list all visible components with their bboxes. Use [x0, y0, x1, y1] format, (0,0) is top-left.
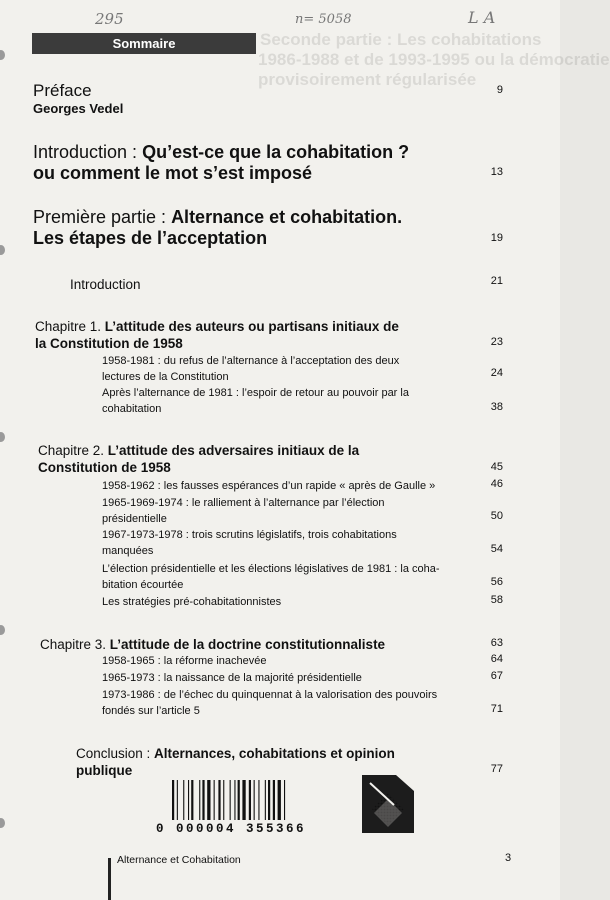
partie-label: Première partie : [33, 207, 172, 227]
section-line: 1967-1973-1978 : trois scrutins législatifs, trois cohabitations [102, 529, 397, 541]
section-line: présidentielle [102, 513, 167, 525]
handwritten-note-left: 295 [95, 10, 124, 28]
toc-chapitre-2[interactable] [38, 442, 478, 476]
toc-conclusion[interactable] [76, 745, 476, 779]
chapter-label: Chapitre 1. [35, 319, 105, 334]
toc-section[interactable] [102, 353, 462, 385]
toc-section[interactable] [102, 495, 462, 527]
conclusion-label: Conclusion : [76, 746, 155, 761]
barcode-bar [234, 780, 235, 820]
barcode-bar [265, 780, 266, 820]
preface-label: Préface [33, 81, 92, 100]
toc-section[interactable] [102, 670, 462, 686]
page-number: 13 [490, 166, 503, 178]
barcode-bar [172, 780, 174, 820]
toc-section[interactable] [102, 653, 462, 669]
sommaire-header: Sommaire [32, 33, 256, 54]
toc-section[interactable] [102, 561, 462, 593]
toc-introduction[interactable] [33, 142, 463, 184]
page-number: 19 [490, 232, 503, 244]
page-number: 38 [490, 401, 503, 413]
barcode-bar [202, 780, 204, 820]
chapter-title: L’attitude de la doctrine constitutionnaliste [109, 637, 386, 652]
preface-author: Georges Vedel [33, 101, 124, 116]
toc-section[interactable] [102, 527, 462, 559]
barcode-bar [191, 780, 193, 820]
barcode-bar [284, 780, 285, 820]
bleedthrough-line-3: provisoirement régularisée [258, 70, 477, 89]
introduction-title-cont: ou comment le mot s’est imposé [33, 163, 313, 183]
barcode-bar [223, 780, 224, 820]
page-number: 46 [490, 478, 503, 490]
barcode-bar [249, 780, 251, 820]
chapter-title: L’attitude des auteurs ou partisans initiaux de [104, 319, 399, 334]
barcode-bar [238, 780, 240, 820]
toc-section[interactable] [102, 478, 462, 494]
barcode-bar [199, 780, 200, 820]
section-line: Après l’alternance de 1981 : l’espoir de retour au pouvoir par la [102, 387, 409, 399]
page-number: 45 [490, 461, 503, 473]
bleedthrough-line-1: Seconde partie : Les cohabitations [260, 30, 542, 49]
footer-rule [108, 858, 111, 900]
barcode-bar [207, 780, 210, 820]
partie-title: Alternance et cohabitation. [171, 207, 403, 227]
page-number: 23 [490, 336, 503, 348]
section-line: manquées [102, 545, 154, 557]
binder-hole [0, 50, 5, 60]
barcode-bar [218, 780, 220, 820]
chapter-title-cont: la Constitution de 1958 [35, 336, 183, 351]
conclusion-title: Alternances, cohabitations et opinion [154, 746, 395, 761]
barcode [170, 780, 350, 820]
chapter-label: Chapitre 3. [40, 637, 110, 652]
chapter-title: L’attitude des adversaires initiaux de la [107, 443, 360, 458]
section-line: lectures de la Constitution [102, 371, 229, 383]
section-line: 1958-1981 : du refus de l’alternance à l’acceptation des deux [102, 355, 400, 367]
barcode-bar [278, 780, 281, 820]
page-number: 64 [490, 653, 503, 665]
toc-preface[interactable] [33, 80, 123, 117]
library-logo-icon [362, 775, 414, 833]
page-number: 77 [490, 763, 503, 775]
handwritten-note-middle: n= 5058 [295, 12, 352, 27]
conclusion-title-cont: publique [76, 763, 133, 778]
toc-section[interactable] [102, 594, 462, 610]
section-line: 1965-1969-1974 : le ralliement à l’alternance par l’élection [102, 497, 385, 509]
section-line: Les stratégies pré-cohabitationnistes [102, 596, 282, 608]
section-line: 1973-1986 : de l’échec du quinquennat à la valorisation des pouvoirs [102, 689, 438, 701]
toc-section[interactable] [102, 687, 462, 719]
page-number: 56 [490, 576, 503, 588]
binder-hole [0, 625, 5, 635]
page-number: 21 [490, 275, 503, 287]
section-line: 1958-1962 : les fausses espérances d’un rapide « après de Gaulle » [102, 480, 436, 492]
barcode-number: 0 000004 355366 [156, 822, 307, 836]
toc-partie-introduction[interactable]: Introduction [70, 277, 141, 292]
bleedthrough-line-2: 1986-1988 et de 1993-1995 ou la démocratie [258, 50, 610, 69]
barcode-bar [177, 780, 178, 820]
page-number: 54 [490, 543, 503, 555]
page-number: 63 [490, 637, 503, 649]
introduction-label: Introduction : [33, 142, 143, 162]
page-number: 9 [496, 84, 503, 96]
section-line: cohabitation [102, 403, 162, 415]
binder-hole [0, 818, 5, 828]
chapter-title-cont: Constitution de 1958 [38, 460, 171, 475]
toc-section[interactable] [102, 385, 462, 417]
page-number: 71 [490, 703, 503, 715]
barcode-bar [273, 780, 275, 820]
footer-page-number: 3 [505, 852, 512, 864]
introduction-title: Qu’est-ce que la cohabitation ? [142, 142, 410, 162]
barcode-bar [230, 780, 231, 820]
toc-premiere-partie[interactable] [33, 207, 483, 249]
barcode-bar [214, 780, 215, 820]
page-number: 58 [490, 594, 503, 606]
barcode-bar [254, 780, 255, 820]
handwritten-note-right: L A [468, 8, 496, 27]
section-line: 1958-1965 : la réforme inachevée [102, 655, 267, 667]
barcode-bar [188, 780, 189, 820]
barcode-bar [258, 780, 259, 820]
section-line: fondés sur l’article 5 [102, 705, 200, 717]
footer-title: Alternance et Cohabitation [117, 854, 241, 866]
barcode-bar [268, 780, 270, 820]
barcode-bar [242, 780, 245, 820]
partie-title-cont: Les étapes de l’acceptation [33, 228, 268, 248]
chapter-label: Chapitre 2. [38, 443, 108, 458]
barcode-bar [183, 780, 184, 820]
binder-hole [0, 245, 5, 255]
section-line: L’élection présidentielle et les élections législatives de 1981 : la coha- [102, 563, 440, 575]
binder-hole [0, 432, 5, 442]
page-number: 24 [490, 367, 503, 379]
toc-chapitre-1[interactable] [35, 318, 475, 352]
page-number: 67 [490, 670, 503, 682]
page-number: 50 [490, 510, 503, 522]
section-line: 1965-1973 : la naissance de la majorité présidentielle [102, 672, 362, 684]
toc-chapitre-3[interactable] [40, 636, 480, 653]
section-line: bitation écourtée [102, 579, 184, 591]
